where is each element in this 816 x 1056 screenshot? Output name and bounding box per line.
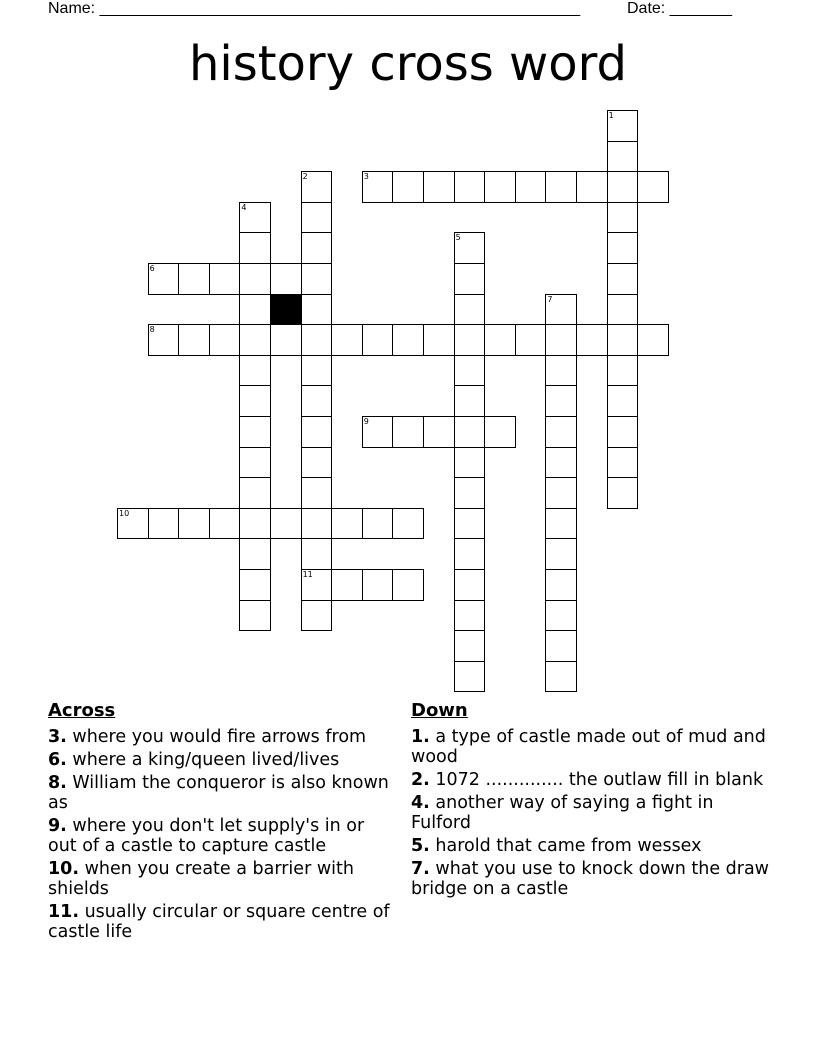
clue-item [411, 836, 771, 856]
clue-item-number: 10. [48, 859, 80, 879]
grid-cell[interactable] [148, 324, 180, 356]
clue-item-number: 9. [48, 816, 67, 836]
grid-cell[interactable] [392, 324, 424, 356]
grid-cell[interactable] [301, 477, 333, 509]
grid-cell[interactable] [454, 171, 486, 203]
grid-cell[interactable] [301, 508, 333, 540]
grid-cell[interactable] [209, 263, 241, 295]
down-clue-list [411, 727, 771, 899]
grid-cell[interactable] [545, 630, 577, 662]
clue-item-number: 11. [48, 902, 80, 922]
grid-cell[interactable] [117, 508, 149, 540]
clue-number: 11 [302, 570, 313, 579]
clue-number: 10 [119, 508, 130, 518]
grid-cell[interactable] [331, 508, 363, 540]
clue-number: 4 [241, 202, 247, 212]
grid-cell[interactable] [545, 569, 577, 601]
grid-cell[interactable] [545, 294, 577, 326]
grid-cell[interactable] [270, 508, 302, 540]
grid-cell[interactable] [607, 477, 639, 509]
grid-cell[interactable] [301, 294, 333, 326]
grid-cell[interactable] [239, 569, 271, 601]
clue-item-text: another way of saying a fight in Fulford [411, 793, 714, 833]
clue-item-text: William the conqueror is also known as [48, 773, 389, 813]
clue-item [411, 770, 771, 790]
grid-cell[interactable] [484, 324, 516, 356]
clue-item-text: where you would fire arrows from [66, 727, 367, 747]
clue-number: 3 [363, 172, 369, 182]
grid-cell[interactable] [209, 508, 241, 540]
grid-cell[interactable] [454, 661, 486, 693]
grid-cell[interactable] [392, 171, 424, 203]
grid-cell[interactable] [239, 447, 271, 479]
clue-item [48, 902, 398, 942]
across-heading: Across [48, 700, 116, 721]
grid-cell[interactable] [392, 508, 424, 540]
grid-cell[interactable] [576, 171, 608, 203]
clue-item [411, 727, 771, 767]
grid-cell[interactable] [148, 263, 180, 295]
grid-cell[interactable] [545, 324, 577, 356]
grid-cell[interactable] [239, 232, 271, 264]
grid-cell[interactable] [454, 447, 486, 479]
grid-cell[interactable] [239, 294, 271, 326]
grid-cell[interactable] [454, 324, 486, 356]
clue-item-text: harold that came from wessex [429, 836, 702, 856]
grid-cell[interactable] [301, 385, 333, 417]
grid-cell[interactable] [607, 171, 639, 203]
grid-cell[interactable] [454, 508, 486, 540]
grid-cell[interactable] [545, 416, 577, 448]
clue-item-number: 6. [48, 750, 67, 770]
clue-item-text: what you use to knock down the draw bridge on a castle [411, 859, 769, 899]
grid-cell[interactable] [239, 263, 271, 295]
grid-cell[interactable] [545, 447, 577, 479]
grid-cell[interactable] [301, 324, 333, 356]
grid-cell[interactable] [454, 355, 486, 387]
grid-cell[interactable] [454, 232, 486, 264]
grid-cell[interactable] [607, 416, 639, 448]
grid-cell[interactable] [576, 324, 608, 356]
grid-cell[interactable] [607, 202, 639, 234]
grid-cell[interactable] [607, 385, 639, 417]
clue-number: 2 [302, 172, 308, 182]
clue-number: 7 [547, 294, 553, 304]
grid-cell[interactable] [362, 569, 394, 601]
grid-cell[interactable] [239, 416, 271, 448]
grid-cell[interactable] [362, 171, 394, 203]
grid-cell[interactable] [301, 538, 333, 570]
clue-item [48, 773, 398, 813]
clue-number: 1 [608, 111, 614, 120]
grid-cell[interactable] [301, 263, 333, 295]
clue-number: 9 [363, 417, 369, 426]
name-field-label: Name: ______________________________________________________ [48, 0, 581, 17]
grid-cell[interactable] [607, 355, 639, 387]
grid-cell[interactable] [637, 324, 669, 356]
grid-cell[interactable] [423, 416, 455, 448]
clue-item [48, 727, 398, 747]
grid-cell[interactable] [301, 202, 333, 234]
grid-cell[interactable] [301, 600, 333, 632]
page-title: history cross word [188, 36, 628, 92]
grid-cell[interactable] [270, 263, 302, 295]
clue-item-number: 5. [411, 836, 430, 856]
grid-cell[interactable] [301, 569, 333, 601]
grid-cell[interactable] [239, 538, 271, 570]
grid-cell[interactable] [454, 263, 486, 295]
grid-cell[interactable] [545, 171, 577, 203]
grid-cell[interactable] [454, 416, 486, 448]
clue-number: 5 [455, 233, 461, 243]
clue-number: 8 [149, 325, 155, 335]
clue-item-number: 7. [411, 859, 430, 879]
across-clue-list [48, 727, 398, 942]
grid-cell[interactable] [331, 569, 363, 601]
clue-item-number: 2. [411, 770, 430, 790]
grid-cell[interactable] [607, 324, 639, 356]
grid-cell[interactable] [515, 171, 547, 203]
grid-cell[interactable] [362, 416, 394, 448]
grid-cell[interactable] [484, 171, 516, 203]
grid-cell[interactable] [545, 477, 577, 509]
grid-cell[interactable] [301, 171, 333, 203]
grid-cell[interactable] [239, 600, 271, 632]
grid-cell[interactable] [301, 355, 333, 387]
clue-item-text: where a king/queen lived/lives [66, 750, 340, 770]
grid-cell[interactable] [239, 324, 271, 356]
grid-cell[interactable] [607, 232, 639, 264]
clue-item-text: when you create a barrier with shields [48, 859, 354, 899]
grid-cell[interactable] [178, 324, 210, 356]
grid-cell[interactable] [454, 477, 486, 509]
grid-cell[interactable] [331, 324, 363, 356]
clue-item-text: a type of castle made out of mud and wood [411, 727, 766, 767]
grid-cell[interactable] [545, 385, 577, 417]
clue-item [411, 793, 771, 833]
clue-item-number: 4. [411, 793, 430, 813]
grid-cell[interactable] [178, 508, 210, 540]
grid-cell[interactable] [392, 416, 424, 448]
grid-cell[interactable] [607, 294, 639, 326]
grid-cell[interactable] [148, 508, 180, 540]
grid-cell[interactable] [454, 600, 486, 632]
grid-cell[interactable] [454, 630, 486, 662]
grid-cell[interactable] [545, 600, 577, 632]
grid-cell[interactable] [239, 385, 271, 417]
grid-cell[interactable] [270, 324, 302, 356]
grid-cell[interactable] [607, 447, 639, 479]
grid-cell[interactable] [362, 324, 394, 356]
grid-block-cell [270, 294, 302, 326]
grid-cell[interactable] [545, 355, 577, 387]
clue-item [48, 816, 398, 856]
grid-cell[interactable] [545, 538, 577, 570]
grid-cell[interactable] [607, 110, 639, 142]
grid-cell[interactable] [301, 232, 333, 264]
grid-cell[interactable] [239, 477, 271, 509]
grid-cell[interactable] [239, 508, 271, 540]
grid-cell[interactable] [454, 385, 486, 417]
clue-item-number: 3. [48, 727, 67, 747]
date-field-label: Date: _______ [627, 0, 732, 17]
grid-cell[interactable] [423, 324, 455, 356]
grid-cell[interactable] [301, 416, 333, 448]
grid-cell[interactable] [392, 569, 424, 601]
down-clues [411, 700, 771, 902]
clue-item-number: 8. [48, 773, 67, 793]
clue-item-text: where you don't let supply's in or out of a castle to capture castle [48, 816, 365, 856]
grid-cell[interactable] [484, 416, 516, 448]
grid-cell[interactable] [239, 355, 271, 387]
grid-cell[interactable] [209, 324, 241, 356]
clue-item-text: usually circular or square centre of castle life [48, 902, 390, 942]
grid-cell[interactable] [637, 171, 669, 203]
clue-number: 6 [149, 264, 155, 273]
clue-item [48, 750, 398, 770]
grid-cell[interactable] [545, 661, 577, 693]
clue-item [411, 859, 771, 899]
grid-cell[interactable] [178, 263, 210, 295]
grid-cell[interactable] [239, 202, 271, 234]
grid-cell[interactable] [607, 263, 639, 295]
grid-cell[interactable] [454, 538, 486, 570]
grid-cell[interactable] [454, 569, 486, 601]
grid-cell[interactable] [362, 508, 394, 540]
across-clues [48, 700, 398, 945]
clue-item-number: 1. [411, 727, 430, 747]
clue-item-text: 1072 .............. the outlaw fill in blank [429, 770, 764, 790]
grid-cell[interactable] [423, 171, 455, 203]
grid-cell[interactable] [515, 324, 547, 356]
grid-cell[interactable] [301, 447, 333, 479]
grid-cell[interactable] [545, 508, 577, 540]
grid-cell[interactable] [454, 294, 486, 326]
clue-item [48, 859, 398, 899]
grid-cell[interactable] [607, 141, 639, 173]
down-heading: Down [411, 700, 468, 721]
